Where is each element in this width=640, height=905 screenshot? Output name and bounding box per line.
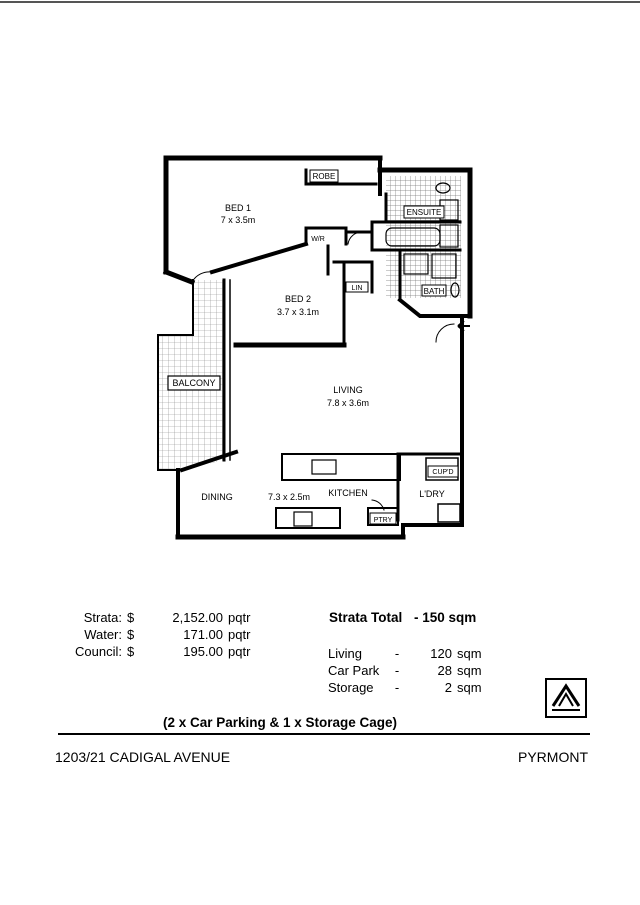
svg-text:ROBE: ROBE	[312, 172, 336, 181]
fees-list	[52, 609, 250, 660]
area-row-car-park: Car Park - 28 sqm	[328, 663, 482, 678]
area-row-living: Living - 120 sqm	[328, 646, 482, 661]
ptry-label	[370, 513, 396, 524]
laundry-name: L'DRY	[419, 489, 445, 499]
ensuite-label	[404, 206, 444, 218]
divider	[58, 733, 590, 735]
robe-label	[310, 170, 338, 182]
logo-mark-icon	[547, 680, 585, 716]
bath-label	[422, 285, 446, 296]
agency-logo-icon	[545, 678, 587, 718]
bed2-name: BED 2	[284, 294, 312, 304]
svg-text:BATH: BATH	[423, 287, 445, 296]
svg-text:W/R: W/R	[311, 236, 325, 243]
ensuite-tiles	[386, 176, 461, 298]
svg-text:BALCONY: BALCONY	[172, 378, 216, 388]
linen-label	[346, 282, 368, 292]
property-suburb: PYRMONT	[518, 749, 588, 765]
svg-text:CUP'D: CUP'D	[432, 469, 454, 476]
balcony-deck	[158, 335, 224, 470]
living-dims: 7.8 x 3.6m	[326, 398, 370, 408]
bed1-name: BED 1	[224, 203, 252, 213]
dining-dims: 7.3 x 2.5m	[267, 492, 311, 502]
cupd-label	[428, 466, 458, 477]
balcony-label	[168, 376, 220, 390]
area-row-storage: Storage - 2 sqm	[328, 680, 482, 695]
fee-row-water: Water: $ 171.00 pqtr	[84, 627, 251, 642]
living-name: LIVING	[333, 385, 363, 395]
fee-row-strata: Strata: $ 2,152.00 pqtr	[83, 610, 251, 625]
svg-text:LIN: LIN	[351, 285, 363, 292]
svg-text:PTRY: PTRY	[373, 517, 393, 524]
dining-name: DINING	[201, 492, 233, 502]
wir-label	[311, 236, 325, 243]
svg-text:ENSUITE: ENSUITE	[406, 208, 442, 217]
parking-note: (2 x Car Parking & 1 x Storage Cage)	[162, 715, 398, 730]
property-address: 1203/21 CADIGAL AVENUE	[55, 749, 231, 765]
strata-total: Strata Total - 150 sqm	[329, 610, 477, 625]
bed2-dims: 3.7 x 3.1m	[276, 307, 320, 317]
kitchen-name: KITCHEN	[328, 488, 368, 498]
bed1-dims: 7 x 3.5m	[220, 215, 256, 225]
area-breakdown	[328, 645, 482, 696]
fee-row-council: Council: $ 195.00 pqtr	[75, 644, 251, 659]
